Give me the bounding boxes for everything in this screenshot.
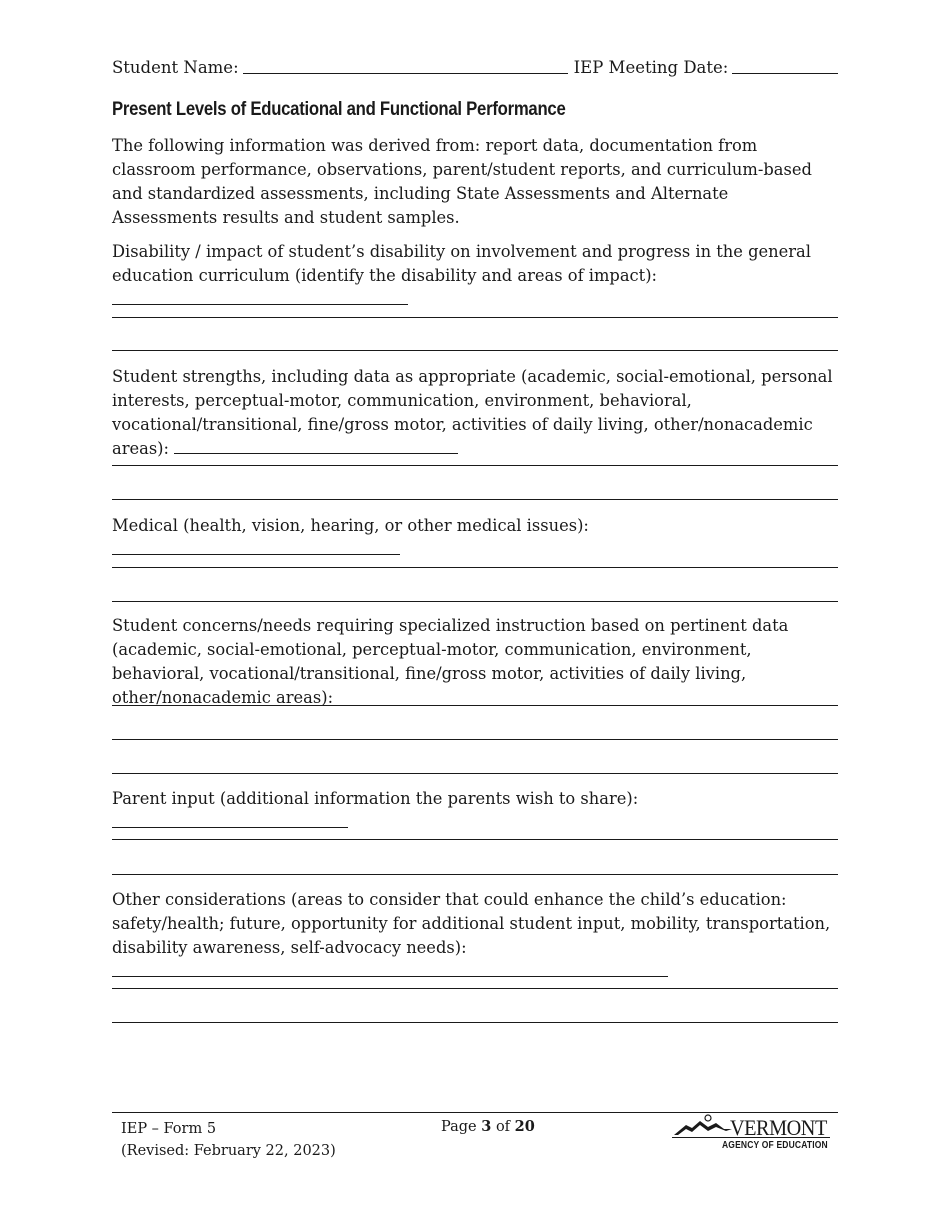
disability-field[interactable] xyxy=(112,304,408,305)
page-total: 20 xyxy=(514,1118,535,1135)
parent-line-2[interactable] xyxy=(112,874,838,875)
parent-label: Parent input (additional information the parents wish to share): xyxy=(112,789,639,808)
medical-line-2[interactable] xyxy=(112,601,838,602)
other-label: Other considerations (areas to consider that could enhance the child’s education: safety/health; future, opportunity for additional student input, mobility, transportation, disability awareness, self-advocacy needs): xyxy=(112,890,831,957)
parent-prompt xyxy=(112,787,838,835)
page-title: Present Levels of Educational and Functional Performance xyxy=(112,99,566,120)
strengths-prompt xyxy=(112,365,838,461)
medical-field[interactable] xyxy=(112,554,400,555)
concerns-line-1[interactable] xyxy=(112,705,838,706)
form-header xyxy=(112,58,838,77)
footer-revised-date: (Revised: February 22, 2023) xyxy=(121,1143,336,1159)
concerns-line-3[interactable] xyxy=(112,773,838,774)
parent-line-1[interactable] xyxy=(112,839,838,840)
disability-prompt xyxy=(112,240,838,312)
parent-field[interactable] xyxy=(112,827,348,828)
concerns-line-2[interactable] xyxy=(112,739,838,740)
disability-line-1[interactable] xyxy=(112,317,838,318)
footer-form-info xyxy=(121,1118,336,1162)
page-number xyxy=(441,1118,535,1135)
mountain-icon xyxy=(672,1113,738,1139)
strengths-field[interactable] xyxy=(174,453,458,454)
other-prompt xyxy=(112,888,838,984)
logo-wordmark: VERMONT xyxy=(730,1115,827,1140)
disability-label: Disability / impact of student’s disability on involvement and progress in the general education curriculum (identify the disability and areas of impact): xyxy=(112,242,811,285)
student-name-label: Student Name: xyxy=(112,58,239,77)
page-prefix: Page xyxy=(441,1119,477,1135)
concerns-prompt: Student concerns/needs requiring specialized instruction based on pertinent data (academic, social-emotional, perceptual-motor, communication, environment, behavioral, vocational/transitional, fine/gross motor, activities of daily living, other/nonacademic areas): xyxy=(112,616,789,707)
meeting-date-label: IEP Meeting Date: xyxy=(573,58,729,77)
medical-line-1[interactable] xyxy=(112,567,838,568)
logo-subtitle: AGENCY OF EDUCATION xyxy=(722,1140,828,1151)
strengths-line-1[interactable] xyxy=(112,465,838,466)
page-of: of xyxy=(495,1119,511,1135)
strengths-line-2[interactable] xyxy=(112,499,838,500)
footer-form-name: IEP – Form 5 xyxy=(121,1121,217,1137)
disability-line-2[interactable] xyxy=(112,350,838,351)
medical-prompt xyxy=(112,514,838,562)
meeting-date-field[interactable] xyxy=(732,73,838,74)
vermont-aoe-logo xyxy=(672,1113,838,1155)
page-current: 3 xyxy=(481,1118,492,1135)
other-line-1[interactable] xyxy=(112,988,838,989)
intro-paragraph: The following information was derived from: report data, documentation from classroom performance, observations, parent/student reports, and curriculum-based and standardized assessments, including State Assessments and Alternate Assessments results and student samples. xyxy=(112,136,812,227)
other-field[interactable] xyxy=(112,976,668,977)
medical-label: Medical (health, vision, hearing, or other medical issues): xyxy=(112,516,589,535)
logo-divider xyxy=(672,1137,830,1138)
student-name-field[interactable] xyxy=(243,73,568,74)
strengths-label: Student strengths, including data as appropriate (academic, social-emotional, personal interests, perceptual-motor, communication, environment, behavioral, vocational/transitional, fine/gross motor, activities of daily living, other/nonacademic areas): xyxy=(112,367,833,458)
other-line-2[interactable] xyxy=(112,1022,838,1023)
